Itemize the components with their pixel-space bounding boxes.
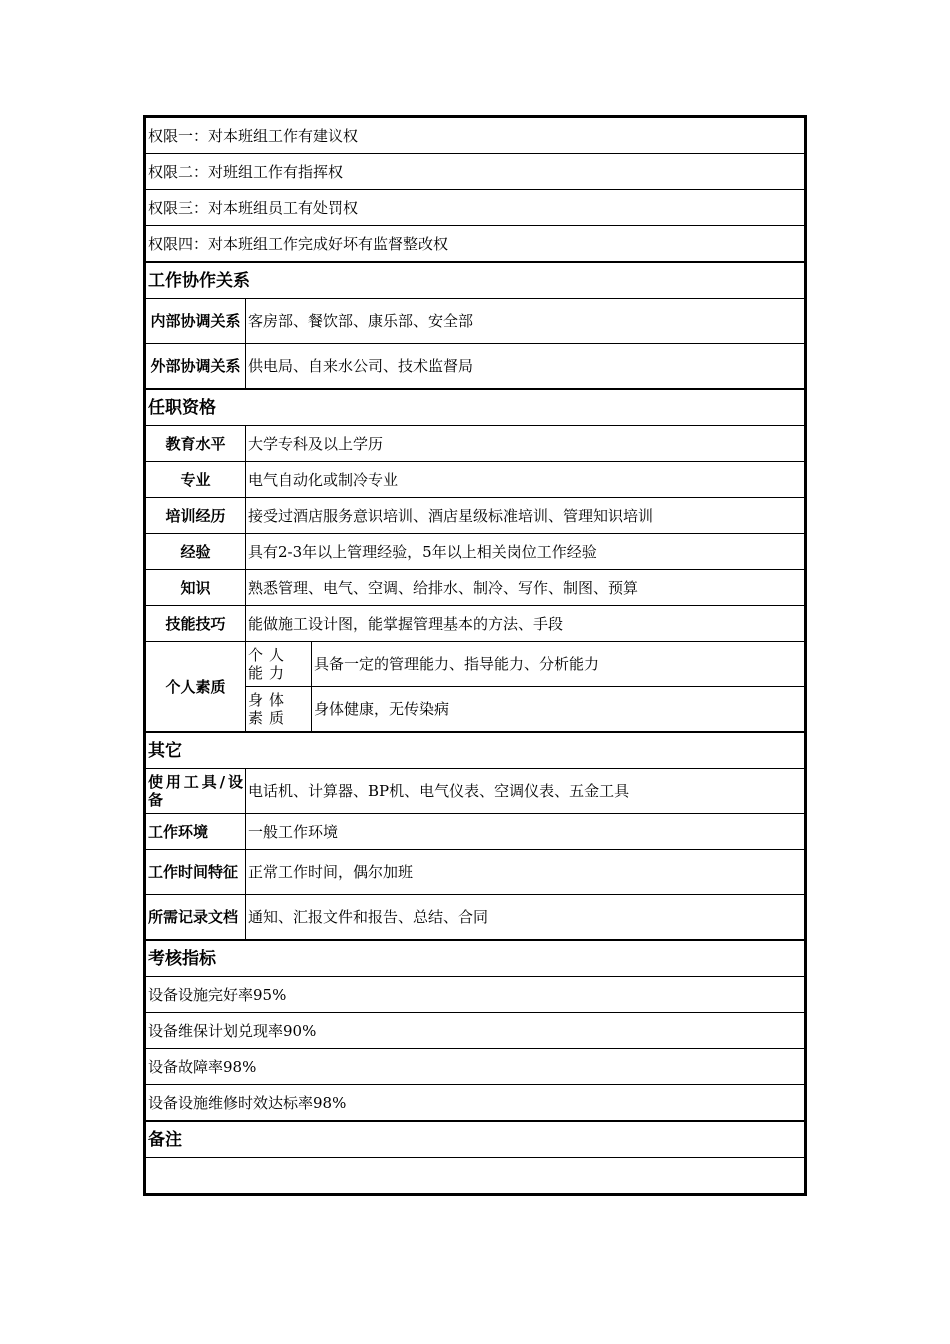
authority-row (146, 226, 805, 263)
section-row (146, 732, 805, 769)
docs-value: 通知、汇报文件和报告、总结、合同 (246, 895, 805, 941)
docs-label: 所需记录文档 (146, 895, 246, 941)
table-row (146, 814, 805, 850)
education-label: 教育水平 (146, 426, 246, 462)
experience-value: 具有2-3年以上管理经验，5年以上相关岗位工作经验 (246, 534, 805, 570)
authority-3: 权限三：对本班组员工有处罚权 (146, 190, 805, 226)
authority-row (146, 154, 805, 190)
section-row (146, 389, 805, 426)
table-row (146, 1158, 805, 1194)
list-item (146, 1049, 805, 1085)
external-label: 外部协调关系 (146, 344, 246, 390)
ability-value: 具备一定的管理能力、指导能力、分析能力 (312, 642, 805, 687)
physical-value: 身体健康，无传染病 (312, 687, 805, 733)
section-title-cooperation: 工作协作关系 (146, 262, 805, 299)
table-row (146, 344, 805, 390)
authority-row (146, 190, 805, 226)
table-row (146, 498, 805, 534)
table-row (146, 299, 805, 344)
table-row (146, 769, 805, 814)
assessment-item-1: 设备设施完好率95% (146, 977, 805, 1013)
authority-4: 权限四：对本班组工作完成好坏有监督整改权 (146, 226, 805, 263)
section-title-qualification: 任职资格 (146, 389, 805, 426)
skill-value: 能做施工设计图，能掌握管理基本的方法、手段 (246, 606, 805, 642)
section-row (146, 262, 805, 299)
tools-value: 电话机、计算器、BP机、电气仪表、空调仪表、五金工具 (246, 769, 805, 814)
assessment-item-4: 设备设施维修时效达标率98% (146, 1085, 805, 1122)
time-label: 工作时间特征 (146, 850, 246, 895)
remarks-value (146, 1158, 805, 1194)
internal-label: 内部协调关系 (146, 299, 246, 344)
internal-value: 客房部、餐饮部、康乐部、安全部 (246, 299, 805, 344)
training-label: 培训经历 (146, 498, 246, 534)
authority-1: 权限一：对本班组工作有建议权 (146, 118, 805, 154)
table-row (146, 534, 805, 570)
authority-row (146, 118, 805, 154)
time-value: 正常工作时间，偶尔加班 (246, 850, 805, 895)
list-item (146, 1013, 805, 1049)
table-row (146, 850, 805, 895)
major-value: 电气自动化或制冷专业 (246, 462, 805, 498)
major-label: 专业 (146, 462, 246, 498)
experience-label: 经验 (146, 534, 246, 570)
section-title-remarks: 备注 (146, 1121, 805, 1158)
table-row (146, 606, 805, 642)
table-row (146, 426, 805, 462)
table-row (146, 642, 805, 687)
education-value: 大学专科及以上学历 (246, 426, 805, 462)
assessment-item-3: 设备故障率98% (146, 1049, 805, 1085)
table-row (146, 462, 805, 498)
section-title-assessment: 考核指标 (146, 940, 805, 977)
env-value: 一般工作环境 (246, 814, 805, 850)
table-row (146, 570, 805, 606)
list-item (146, 977, 805, 1013)
external-value: 供电局、自来水公司、技术监督局 (246, 344, 805, 390)
job-description-table (143, 115, 807, 1196)
physical-label: 身体素质 (246, 687, 312, 733)
authority-2: 权限二：对班组工作有指挥权 (146, 154, 805, 190)
section-row (146, 940, 805, 977)
section-row (146, 1121, 805, 1158)
training-value: 接受过酒店服务意识培训、酒店星级标准培训、管理知识培训 (246, 498, 805, 534)
table-row (146, 895, 805, 941)
ability-label: 个人能力 (246, 642, 312, 687)
section-title-other: 其它 (146, 732, 805, 769)
knowledge-label: 知识 (146, 570, 246, 606)
assessment-item-2: 设备维保计划兑现率90% (146, 1013, 805, 1049)
env-label: 工作环境 (146, 814, 246, 850)
skill-label: 技能技巧 (146, 606, 246, 642)
tools-label: 使用工具/设备 (146, 769, 246, 814)
personal-label: 个人素质 (146, 642, 246, 733)
list-item (146, 1085, 805, 1122)
knowledge-value: 熟悉管理、电气、空调、给排水、制冷、写作、制图、预算 (246, 570, 805, 606)
